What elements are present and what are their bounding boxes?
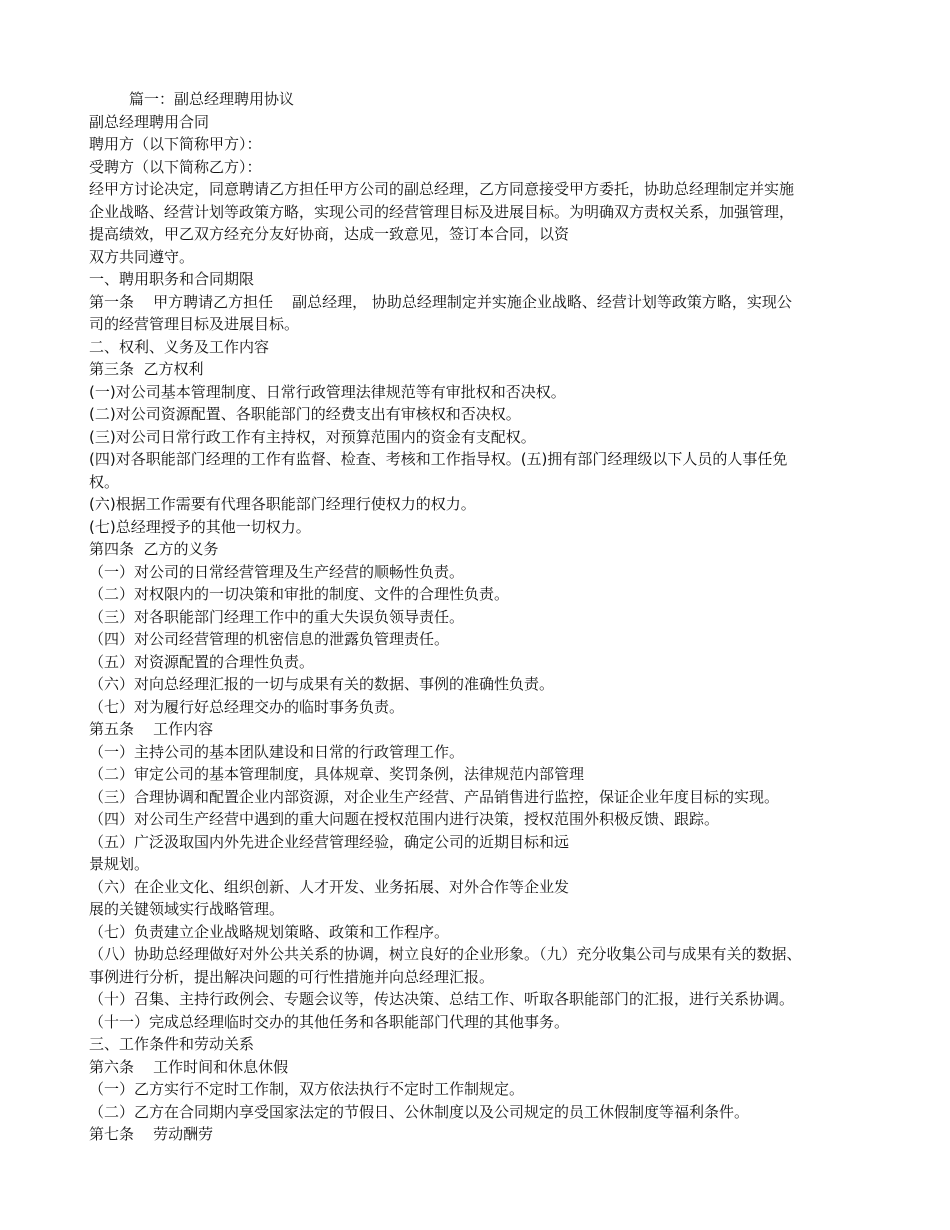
text-line: 聘用方（以下简称甲方）： bbox=[89, 135, 262, 153]
text-line: (一)对公司基本管理制度、日常行政管理法律规范等有审批权和否决权。 bbox=[89, 382, 566, 401]
document-title: 篇一：副总经理聘用协议 bbox=[129, 90, 295, 108]
text-line: （三）对各职能部门经理工作中的重大失误负领导责任。 bbox=[89, 607, 465, 626]
text-line: 第一条 甲方聘请乙方担任 副总经理， 协助总经理制定并实施企业战略、经营计划等政策方略，实现公 bbox=[89, 292, 792, 311]
text-line: （一）主持公司的基本团队建设和日常的行政管理工作。 bbox=[89, 742, 465, 761]
text-line: （五）广泛汲取国内外先进企业经营管理经验，确定公司的近期目标和远 bbox=[89, 832, 570, 851]
text-line: （三）合理协调和配置企业内部资源，对企业生产经营、产品销售进行监控，保证企业年度目标的实现。 bbox=[89, 787, 780, 806]
text-line: （六）在企业文化、组织创新、人才开发、业务拓展、对外合作等企业发 bbox=[89, 877, 570, 896]
text-line: 第七条 劳动酬劳 bbox=[89, 1125, 214, 1143]
text-line: 受聘方（以下简称乙方）： bbox=[89, 157, 262, 176]
text-line: （一）乙方实行不定时工作制，双方依法执行不定时工作制规定。 bbox=[89, 1080, 525, 1098]
text-line: （一）对公司的日常经营管理及生产经营的顺畅性负责。 bbox=[89, 562, 465, 581]
text-line: 二、权利、义务及工作内容 bbox=[89, 337, 270, 356]
text-line: （二）乙方在合同期内享受国家法定的节假日、公休制度以及公司规定的员工休假制度等福利条件。 bbox=[89, 1102, 750, 1121]
text-line: (七)总经理授予的其他一切权力。 bbox=[89, 517, 311, 536]
text-line: （二）审定公司的基本管理制度，具体规章、奖罚条例，法律规范内部管理 bbox=[89, 765, 585, 783]
text-line: (三)对公司日常行政工作有主持权，对预算范围内的资金有支配权。 bbox=[89, 427, 536, 446]
text-line: 双方共同遵守。 bbox=[89, 247, 195, 266]
text-line: （十）召集、主持行政例会、专题会议等，传达决策、总结工作、听取各职能部门的汇报，进行关系协调。 bbox=[89, 990, 795, 1008]
text-line: (六)根据工作需要有代理各职能部门经理行使权力的权力。 bbox=[89, 495, 476, 513]
document-page bbox=[89, 88, 869, 1146]
text-line: （二）对权限内的一切决策和审批的制度、文件的合理性负责。 bbox=[89, 585, 510, 603]
text-line: （四）对公司生产经营中遇到的重大问题在授权范围内进行决策，授权范围外积极反馈、跟踪。 bbox=[89, 810, 720, 828]
text-line: 经甲方讨论决定，同意聘请乙方担任甲方公司的副总经理，乙方同意接受甲方委托，协助总经理制定并实施 bbox=[89, 180, 795, 198]
text-line: （八）协助总经理做好对外公共关系的协调，树立良好的企业形象。（九）充分收集公司与成果有关的数据、 bbox=[89, 945, 802, 963]
text-line: 景规划。 bbox=[89, 855, 150, 873]
text-line: 第四条 乙方的义务 bbox=[89, 540, 219, 558]
text-line: 权。 bbox=[89, 472, 120, 491]
text-line: 第三条 乙方权利 bbox=[89, 360, 204, 378]
document-body bbox=[89, 111, 869, 1146]
text-line: 提高绩效，甲乙双方经充分友好协商，达成一致意见，签订本合同，以资 bbox=[89, 225, 570, 243]
text-line: （六）对向总经理汇报的一切与成果有关的数据、事例的准确性负责。 bbox=[89, 675, 555, 693]
text-line: (四)对各职能部门经理的工作有监督、检查、考核和工作指导权。(五)拥有部门经理级以下人员的人事任免 bbox=[89, 450, 788, 468]
text-line: 第六条 工作时间和休息休假 bbox=[89, 1057, 289, 1076]
text-line: (二)对公司资源配置、各职能部门的经费支出有审核权和否决权。 bbox=[89, 405, 521, 423]
text-line: 三、工作条件和劳动关系 bbox=[89, 1035, 255, 1053]
text-line: 第五条 工作内容 bbox=[89, 720, 214, 738]
text-line: （七）对为履行好总经理交办的临时事务负责。 bbox=[89, 697, 405, 716]
text-line: （五）对资源配置的合理性负责。 bbox=[89, 652, 315, 671]
text-line: 展的关键领域实行战略管理。 bbox=[89, 900, 285, 918]
text-line: （七）负责建立企业战略规划策略、政策和工作程序。 bbox=[89, 922, 450, 941]
text-line: 司的经营管理目标及进展目标。 bbox=[89, 315, 300, 333]
text-line: 事例进行分析，提出解决问题的可行性措施并向总经理汇报。 bbox=[89, 967, 495, 986]
text-line: （十一）完成总经理临时交办的其他任务和各职能部门代理的其他事务。 bbox=[89, 1012, 570, 1031]
text-line: 企业战略、经营计划等政策方略，实现公司的经营管理目标及进展目标。为明确双方责权关系，加强管理， bbox=[89, 202, 795, 221]
text-line: 一、聘用职务和合同期限 bbox=[89, 270, 255, 288]
text-line: （四）对公司经营管理的机密信息的泄露负管理责任。 bbox=[89, 630, 450, 648]
text-line: 副总经理聘用合同 bbox=[89, 112, 210, 131]
